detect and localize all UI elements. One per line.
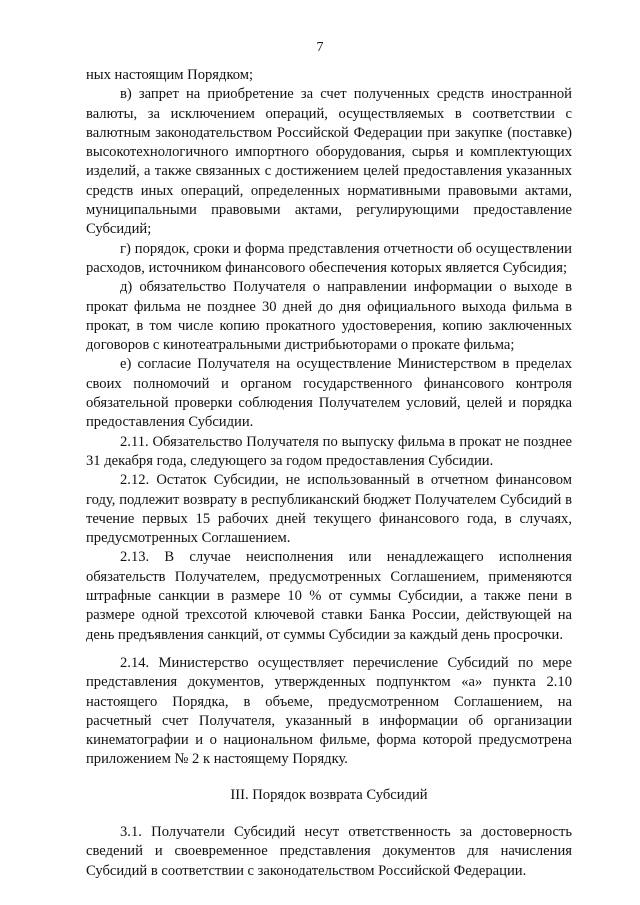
paragraph-3-1: 3.1. Получатели Субсидий несут ответственность за достоверность сведений и своевременное представления документов для начисления Субсидий в соответствии с законодательством Российской Федерации. xyxy=(86,823,572,879)
paragraph-item-e: е) согласие Получателя на осуществление Министерством в пределах своих полномочий и органом государственного финансового контроля обязательной проверки соблюдения Получателем условий, целей и порядка предоставления Субсидии. xyxy=(86,356,572,431)
document-body xyxy=(86,66,572,881)
paragraph-2-14: 2.14. Министерство осуществляет перечисление Субсидий по мере представления документов, утвержденных подпунктом «а» пункта 2.10 настоящего Порядка, в объеме, предусмотренном Соглашением, на расчетный счет Получателя, указанный в информации об организации кинематографии и о национальном фильме, форма которой предусмотрена приложением № 2 к настоящему Порядку. xyxy=(86,654,572,768)
paragraph-item-d: д) обязательство Получателя о направлении информации о выходе в прокат фильма не позднее 30 дней до дня официального выхода фильма в прокат, в том числе копию прокатного удостоверения, копию заключенных договоров с кинотеатральными дистрибьюторами о прокате фильма; xyxy=(86,279,572,354)
paragraph-2-13: 2.13. В случае неисполнения или ненадлежащего исполнения обязательств Получателем, предусмотренных Соглашением, применяются штрафные санкции в размере 10 % от суммы Субсидии, а также пени в размере одной трехсотой ключевой ставки Банка России, действующей на день предъявления санкций, от суммы Субсидии за каждый день просрочки. xyxy=(86,549,572,643)
paragraph-2-11: 2.11. Обязательство Получателя по выпуску фильма в прокат не позднее 31 декабря года, следующего за годом предоставления Субсидии. xyxy=(86,433,572,469)
page-number: 7 xyxy=(316,40,324,55)
paragraph-2-12: 2.12. Остаток Субсидии, не использованный в отчетном финансовом году, подлежит возврату в республиканский бюджет Получателем Субсидий в течение первых 15 рабочих дней текущего финансового года, в случаях, предусмотренных Соглашением. xyxy=(86,472,572,547)
paragraph-item-g: г) порядок, сроки и форма представления отчетности об осуществлении расходов, источником финансового обеспечения которых является Субсидия; xyxy=(86,240,572,276)
section-heading: III. Порядок возврата Субсидий xyxy=(230,786,428,803)
paragraph-item-v: в) запрет на приобретение за счет полученных средств иностранной валюты, за исключением операций, осуществляемых в соответствии с валютным законодательством Российской Федерации при закупке (поставке) высокотехнологичного импортного оборудования, сырья и комплектующих изделий, а также связанных с достижением целей предоставления указанных средств иных операций, определенных нормативными правовыми актами, муниципальными правовыми актами, регулирующими предоставление Субсидий; xyxy=(86,86,572,238)
paragraph-continuation: ных настоящим Порядком; xyxy=(86,67,254,83)
